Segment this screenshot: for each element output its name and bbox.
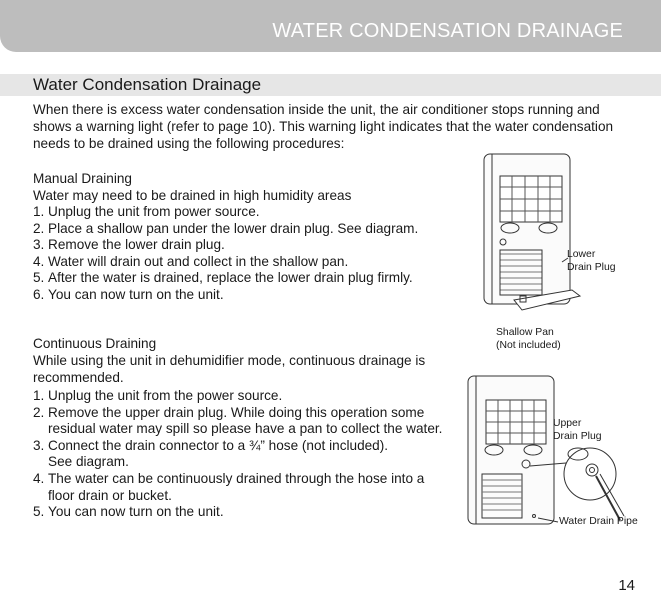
label-upper-2: Drain Plug [553,431,602,442]
intro-line-2: shows a warning light (refer to page 10). This warning light indicates that the water condensation [33,119,614,134]
label-lower-2: Drain Plug [567,262,616,273]
manual-steps-list [33,204,418,304]
list-item: 2. Remove the upper drain plug. While doing this operation some residual water may spill so please have a pan to collect the water. [33,404,443,437]
label-pan-1: Shallow Pan [496,327,554,338]
list-item: 4. Water will drain out and collect in the shallow pan. [33,253,349,269]
continuous-subheading-line-1: While using the unit in dehumidifier mode, continuous drainage is [33,353,426,368]
list-item: 1. Unplug the unit from the power source. [33,388,283,403]
page-number: 14 [618,577,635,594]
manual-drain-diagram [470,150,590,325]
continuous-heading: Continuous Draining [33,336,157,351]
continuous-steps-list [33,388,442,521]
manual-heading: Manual Draining [33,171,132,186]
list-item: 3. Connect the drain connector to a ¾” hose (not included). See diagram. [33,437,389,470]
intro-line-3: needs to be drained using the following procedures: [33,136,345,151]
continuous-subheading-line-2: recommended. [33,370,124,385]
intro-line-1: When there is excess water condensation inside the unit, the air conditioner stops running and [33,102,600,117]
manual-subheading: Water may need to be drained in high humidity areas [33,188,352,203]
list-item: 1. Unplug the unit from power source. [33,204,260,219]
section-title: Water Condensation Drainage [33,75,262,94]
label-pipe: Water Drain Pipe [559,516,638,527]
list-item: 5. After the water is drained, replace the lower drain plug firmly. [33,270,413,286]
list-item: 5. You can now turn on the unit. [33,504,224,520]
label-upper-1: Upper [553,418,582,429]
label-lower-1: Lower [567,249,596,260]
list-item: 2. Place a shallow pan under the lower drain plug. See diagram. [33,220,419,236]
label-pan-2: (Not included) [496,340,561,351]
continuous-drain-diagram [460,370,640,530]
page-header-title: WATER CONDENSATION DRAINAGE [272,20,623,42]
list-item: 4. The water can be continuously drained through the hose into a floor drain or bucket. [33,470,425,503]
list-item: 6. You can now turn on the unit. [33,286,224,302]
list-item: 3. Remove the lower drain plug. [33,237,225,253]
